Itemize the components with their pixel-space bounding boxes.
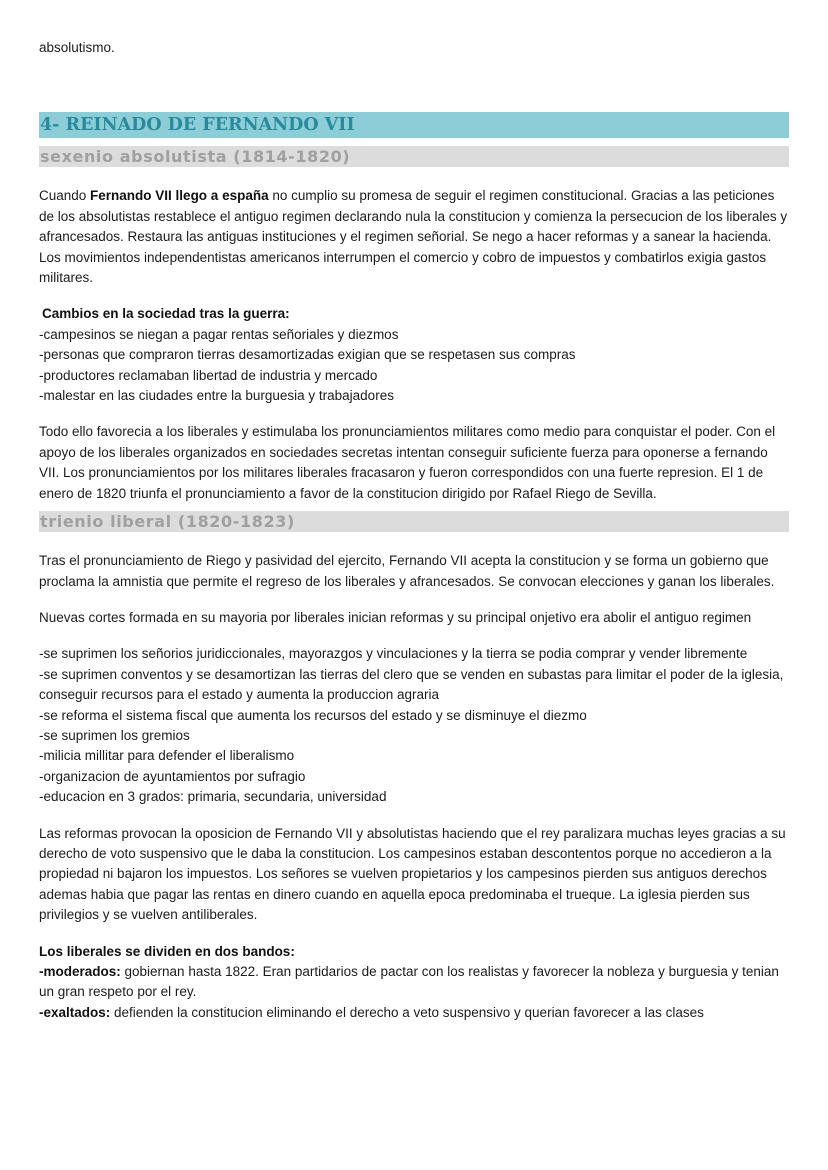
list-item: -personas que compraron tierras desamortizadas exigian que se respetasen sus compras — [39, 347, 576, 363]
changes-title — [39, 304, 789, 324]
bands-title-text: Los liberales se dividen en dos bandos: — [39, 943, 295, 959]
trienio-paragraph-1: Tras el pronunciamiento de Riego y pasividad del ejercito, Fernando VII acepta la constitucion y se forma un gobierno que proclama la amnistia que permite el regreso de los liberales y afrancesados. Se convocan elecciones y ganan los liberales. — [39, 553, 775, 589]
list-item: -campesinos se niegan a pagar rentas señoriales y diezmos — [39, 326, 399, 342]
text-run: no cumplio su promesa de seguir el regimen constitucional. Gracias a las peticiones de los absolutistas restablece el antiguo regimen declarando nula la constitucion y comienza la persecucion de los liberales y afrancesados. Restaura las antiguas instituciones y el regimen señorial. Se nego a hacer reformas y a sanear la hacienda. Los movimientos independentistas americanos interrumpen el comercio y cobro de impuestos y combatirlos exigia gastos militares. — [39, 188, 788, 286]
moderados-text: gobiernan hasta 1822. Eran partidarios de pactar con los realistas y favorecer la nobleza y burguesia y tenian un gran respeto por el rey. — [39, 964, 779, 1000]
list-item: -productores reclamaban libertad de industria y mercado — [39, 367, 378, 383]
trienio-heading-bar — [39, 511, 789, 532]
sexenio-paragraph-2: Todo ello favorecia a los liberales y estimulaba los pronunciamientos militares como medio para conquistar el poder. Con el apoyo de los liberales organizados en sociedades secretas intentan conseguir suficiente fuerza para oponerse a fernando VII. Los pronunciamientos por los militares liberales fracasaron y fueron correspondidos con una fuerte represion. El 1 de enero de 1820 triunfa el pronunciamiento a favor de la constitucion dirigido por Rafael Riego de Sevilla. — [39, 424, 776, 501]
moderados-item — [39, 962, 789, 1003]
exaltados-text: defienden la constitucion eliminando el derecho a veto suspensivo y querian favorecer a las clases — [110, 1004, 704, 1020]
text-run: Cuando — [39, 188, 91, 204]
section-title: 4- REINADO DE FERNANDO VII — [40, 115, 355, 136]
sexenio-heading: sexenio absolutista (1814-1820) — [40, 147, 351, 167]
bold-text: Fernando VII llego a españa — [90, 188, 269, 204]
list-item: -organizacion de ayuntamientos por sufragio — [39, 768, 306, 784]
trienio-heading: trienio liberal (1820-1823) — [40, 512, 295, 532]
list-item: -se suprimen conventos y se desamortizan las tierras del clero que se venden en subastas para limitar el poder de la iglesia, conseguir recursos para el estado y aumenta la produccion agraria — [39, 666, 784, 703]
intro-text: absolutismo. — [39, 40, 115, 55]
section-title-bar — [39, 112, 789, 138]
exaltados-item — [39, 1003, 789, 1023]
list-item: -malestar en las ciudades entre la burguesia y trabajadores — [39, 388, 394, 404]
sexenio-heading-bar — [39, 146, 789, 167]
trienio-paragraph-2: Nuevas cortes formada en su mayoria por liberales inician reformas y su principal onjetivo era abolir el antiguo regimen — [39, 609, 752, 625]
document-content — [39, 38, 789, 1023]
exaltados-label: -exaltados: — [39, 1004, 111, 1020]
trienio-paragraph-3: Las reformas provocan la oposicion de Fernando VII y absolutistas haciendo que el rey paralizara muchas leyes gracias a su derecho de voto suspensivo que le daba la constitucion. Los campesinos estaban descontentos porque no accedieron a la propiedad ni bajaron los impuestos. Los señores se vuelven propietarios y los campesinos pierden sus antiguos derechos ademas habia que pagar las rentas en dinero cuando en aquella epoca predominaba el trueque. La iglesia pierden sus privilegios y se vuelven antiliberales. — [39, 825, 786, 923]
list-item: -milicia millitar para defender el liberalismo — [39, 748, 295, 764]
list-item: -se suprimen los gremios — [39, 727, 190, 743]
moderados-label: -moderados: — [39, 964, 121, 979]
list-item: -se suprimen los señorios juridiccionales, mayorazgos y vinculaciones y la tierra se podia comprar y vender libremente — [39, 646, 748, 662]
sexenio-paragraph-1 — [39, 186, 789, 288]
bands-title — [39, 942, 789, 962]
list-item: -se reforma el sistema fiscal que aumenta los recursos del estado y se disminuye el diezmo — [39, 707, 587, 723]
list-item: -educacion en 3 grados: primaria, secundaria, universidad — [39, 789, 387, 805]
changes-title-text: Cambios en la sociedad tras la guerra: — [42, 306, 290, 322]
